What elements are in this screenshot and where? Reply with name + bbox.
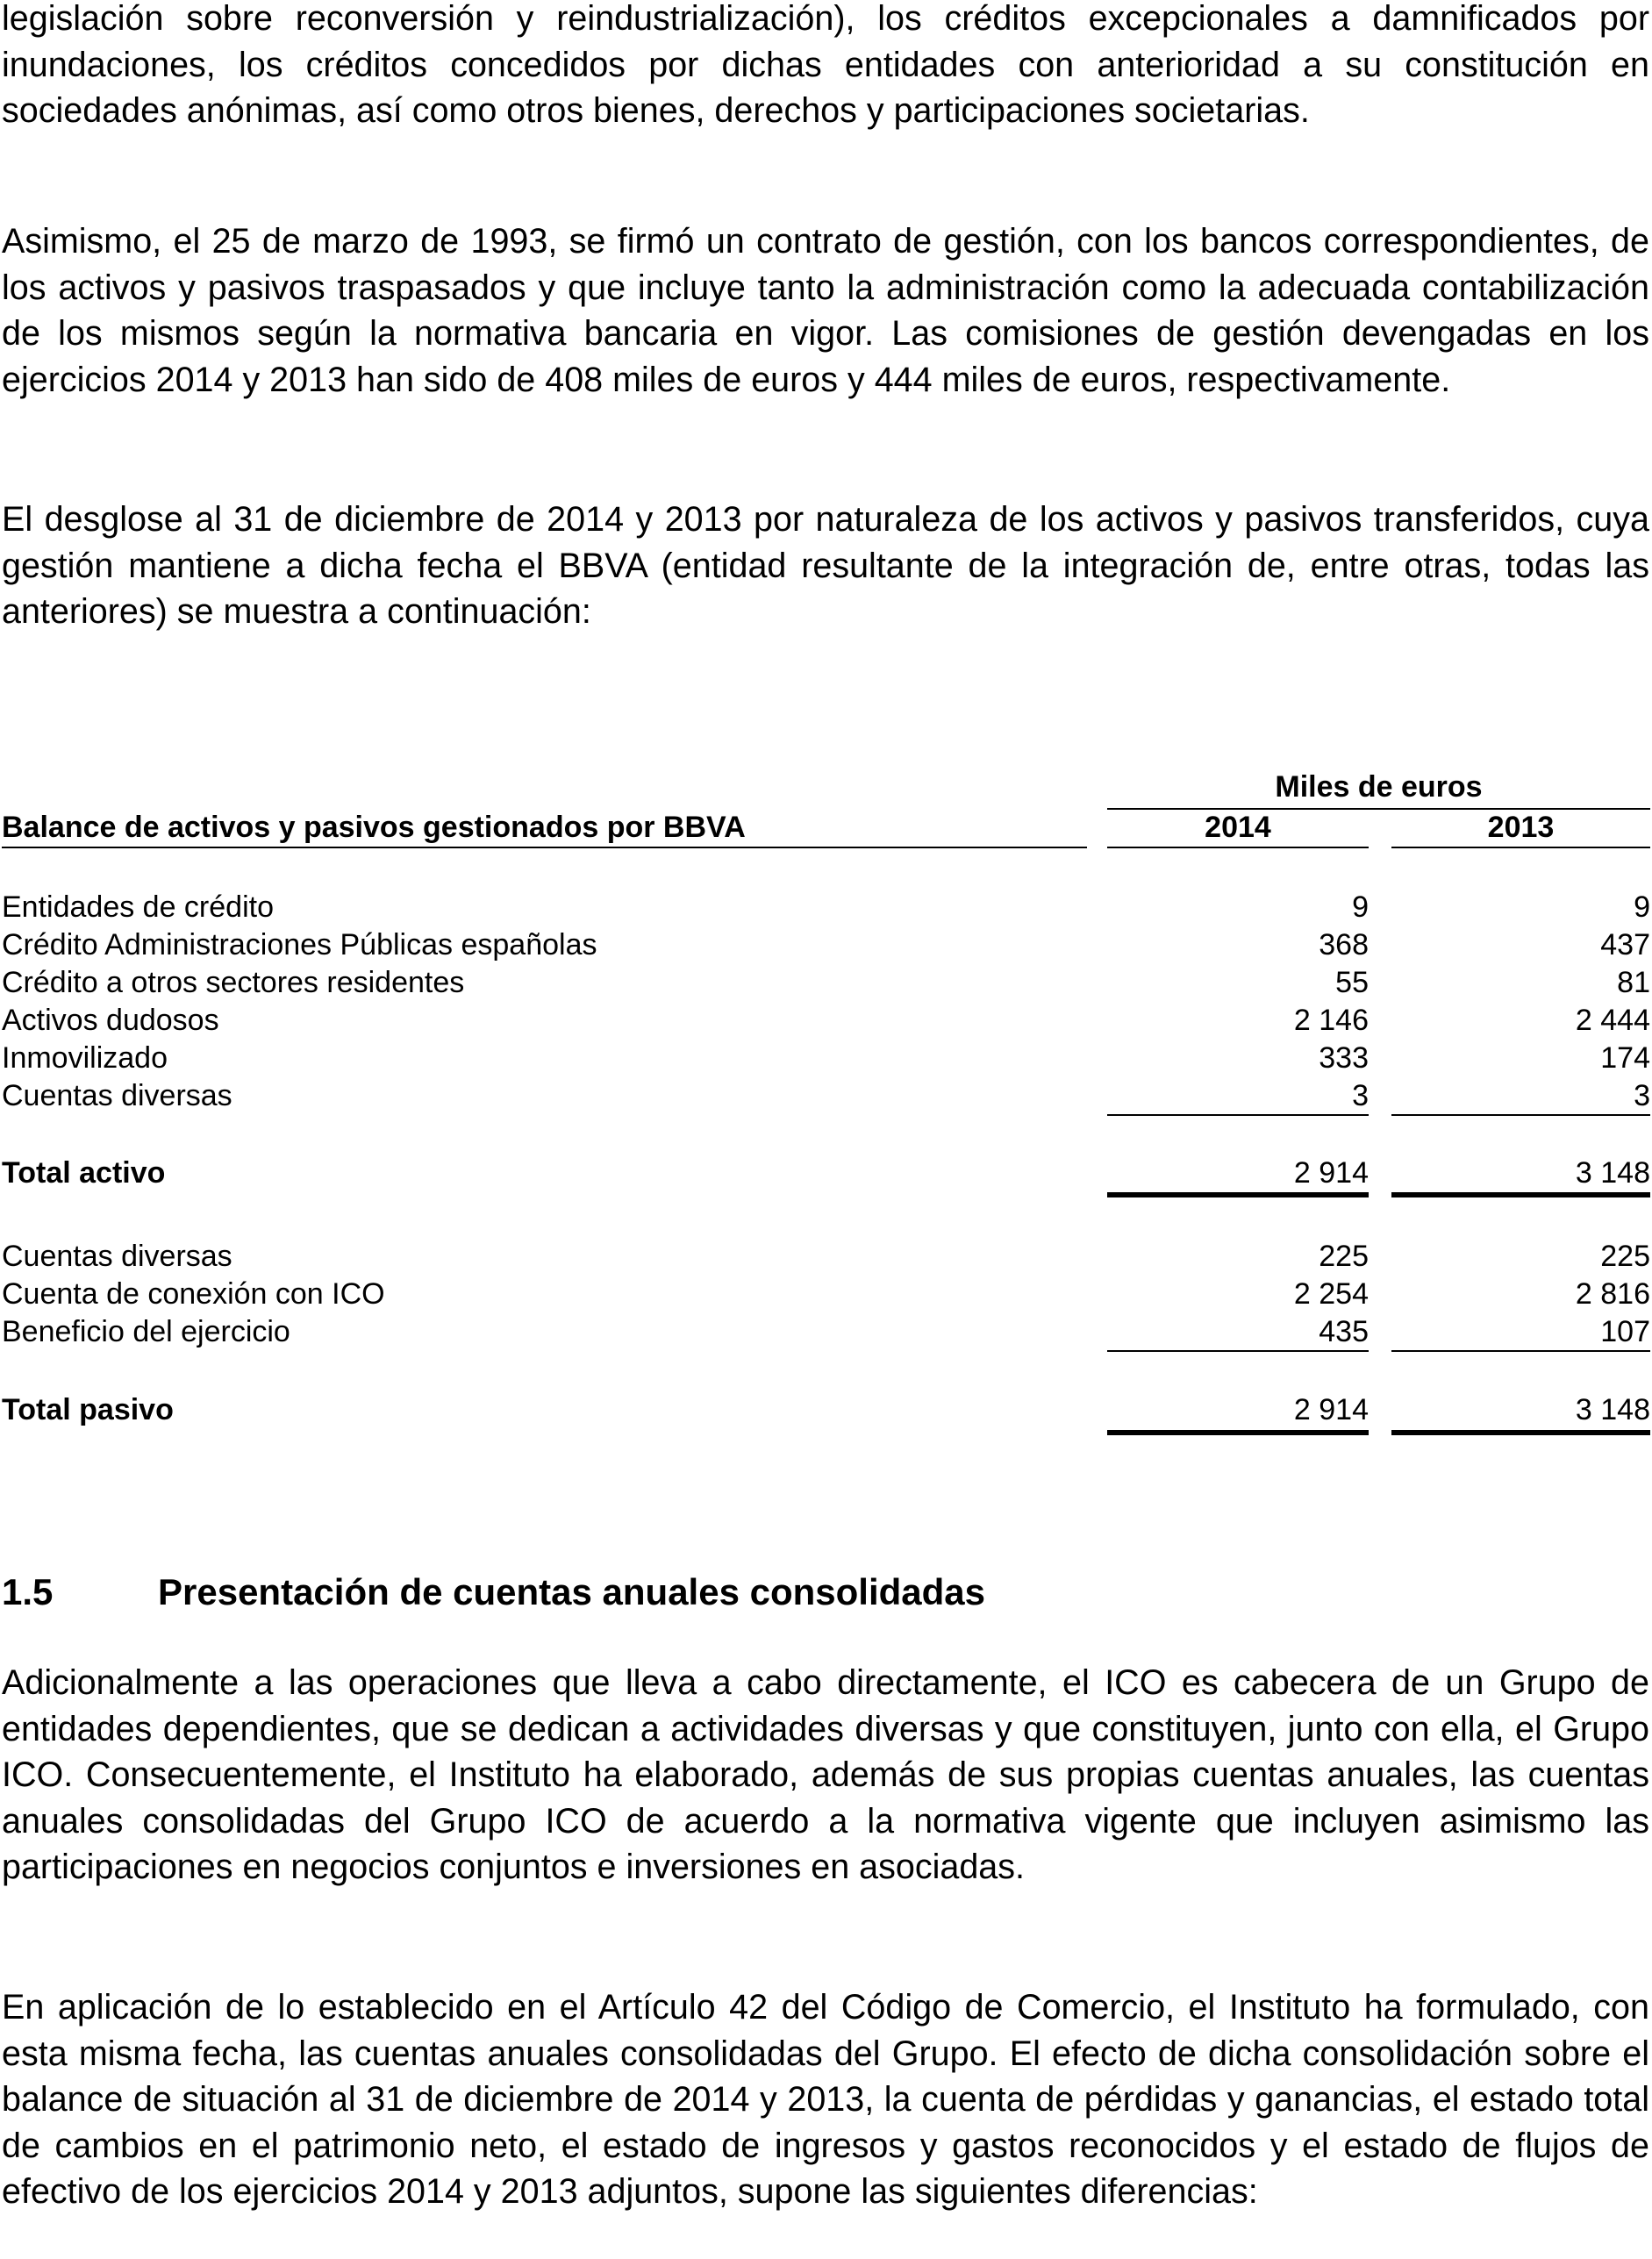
title-rule [2, 847, 1087, 848]
total-liabilities-label: Total pasivo [2, 1393, 174, 1426]
table-row-value-2014: 2 146 [1293, 1004, 1369, 1037]
total-assets-2013: 3 148 [1575, 1156, 1650, 1190]
table-row-label: Crédito a otros sectores residentes [2, 966, 465, 999]
section-heading [2, 1569, 985, 1615]
table-row-value-2014: 2 254 [1293, 1277, 1369, 1311]
unit-header: Miles de euros [1275, 770, 1483, 804]
table-row-label: Cuenta de conexión con ICO [2, 1277, 385, 1311]
table-row-value-2014: 3 [1352, 1079, 1369, 1112]
table-row-value-2013: 2 816 [1575, 1277, 1650, 1311]
total-liabilities-2013: 3 148 [1575, 1393, 1650, 1426]
table-row-value-2013: 107 [1600, 1315, 1650, 1348]
table-row-value-2014: 9 [1352, 890, 1369, 924]
table-row-label: Beneficio del ejercicio [2, 1315, 290, 1348]
section-title: Presentación de cuentas anuales consolidadas [158, 1571, 986, 1612]
table-row-value-2013: 437 [1600, 928, 1650, 962]
paragraph-management-contract: Asimismo, el 25 de marzo de 1993, se firmó un contrato de gestión, con los bancos correspondientes, de los activos y pasivos traspasados y que incluye tanto la administración como la adecuada contabilización de los mismos según la normativa bancaria en vigor. Las comisiones de gestión devengadas en los ejercicios 2014 y 2013 han sido de 408 miles de euros y 444 miles de euros, respectivamente. [2, 222, 1649, 399]
table-row-value-2013: 225 [1600, 1240, 1650, 1273]
subtotal-rule-2014 [1107, 1350, 1369, 1352]
header-2013-rule [1391, 847, 1650, 848]
total-liabilities-rule-2013 [1391, 1430, 1650, 1435]
total-assets-rule-2013 [1391, 1192, 1650, 1197]
total-assets-rule-2014 [1107, 1192, 1369, 1197]
table-row-label: Inmovilizado [2, 1041, 168, 1075]
table-row-value-2014: 225 [1319, 1240, 1369, 1273]
paragraph-consolidation-effect: En aplicación de lo establecido en el Artículo 42 del Código de Comercio, el Instituto ha formulado, con esta misma fecha, las cuentas anuales consolidadas del Grupo. El efecto de dicha consolidación sobre el balance de situación al 31 de diciembre de 2014 y 2013, la cuenta de pérdidas y ganancias, el estado total de cambios en el patrimonio neto, el estado de ingresos y gastos reconocidos y el estado de flujos de efectivo de los ejercicios 2014 y 2013 adjuntos, supone las siguientes diferencias: [2, 1988, 1649, 2211]
table-row-label: Crédito Administraciones Públicas españolas [2, 928, 597, 962]
table-row-value-2013: 2 444 [1575, 1004, 1650, 1037]
table-row-label: Entidades de crédito [2, 890, 274, 924]
paragraph-breakdown-intro: El desglose al 31 de diciembre de 2014 y 2013 por naturaleza de los activos y pasivos transferidos, cuya gestión mantiene a dicha fecha el BBVA (entidad resultante de la integración de, entre otras, todas las anteriores) se muestra a continuación: [2, 500, 1649, 631]
table-title: Balance de activos y pasivos gestionados por BBVA [2, 811, 746, 844]
total-assets-label: Total activo [2, 1156, 166, 1190]
total-liabilities-2014: 2 914 [1293, 1393, 1369, 1426]
header-2014-rule [1107, 847, 1369, 848]
table-row-label: Cuentas diversas [2, 1240, 232, 1273]
subtotal-rule-2013 [1391, 1114, 1650, 1116]
subtotal-rule-2014 [1107, 1114, 1369, 1116]
section-number: 1.5 [2, 1571, 54, 1612]
column-header-2014: 2014 [1205, 811, 1271, 844]
table-row-value-2013: 174 [1600, 1041, 1650, 1075]
total-assets-2014: 2 914 [1293, 1156, 1369, 1190]
paragraph-consolidation-group: Adicionalmente a las operaciones que lleva a cabo directamente, el ICO es cabecera de un Grupo de entidades dependientes, que se dedican a actividades diversas y que constituyen, junto con ella, el Grupo ICO. Consecuentemente, el Instituto ha elaborado, además de sus propias cuentas anuales, las cuentas anuales consolidadas del Grupo ICO de acuerdo a la normativa vigente que incluyen asimismo las participaciones en negocios conjuntos e inversiones en asociadas. [2, 1663, 1649, 1886]
table-row-value-2014: 435 [1319, 1315, 1369, 1348]
total-liabilities-rule-2014 [1107, 1430, 1369, 1435]
table-row-label: Activos dudosos [2, 1004, 219, 1037]
subtotal-rule-2013 [1391, 1350, 1650, 1352]
table-row-value-2014: 333 [1319, 1041, 1369, 1075]
table-row-value-2013: 9 [1634, 890, 1650, 924]
table-row-value-2014: 368 [1319, 928, 1369, 962]
table-row-value-2013: 3 [1634, 1079, 1650, 1112]
table-row-value-2014: 55 [1335, 966, 1369, 999]
table-row-label: Cuentas diversas [2, 1079, 232, 1112]
paragraph-intro-continuation: legislación sobre reconversión y reindustrialización), los créditos excepcionales a damnificados por inundaciones, los créditos concedidos por dichas entidades con anterioridad a su constitución en sociedades anónimas, así como otros bienes, derechos y participaciones societarias. [2, 0, 1649, 130]
column-header-2013: 2013 [1487, 811, 1555, 844]
table-row-value-2013: 81 [1617, 966, 1650, 999]
